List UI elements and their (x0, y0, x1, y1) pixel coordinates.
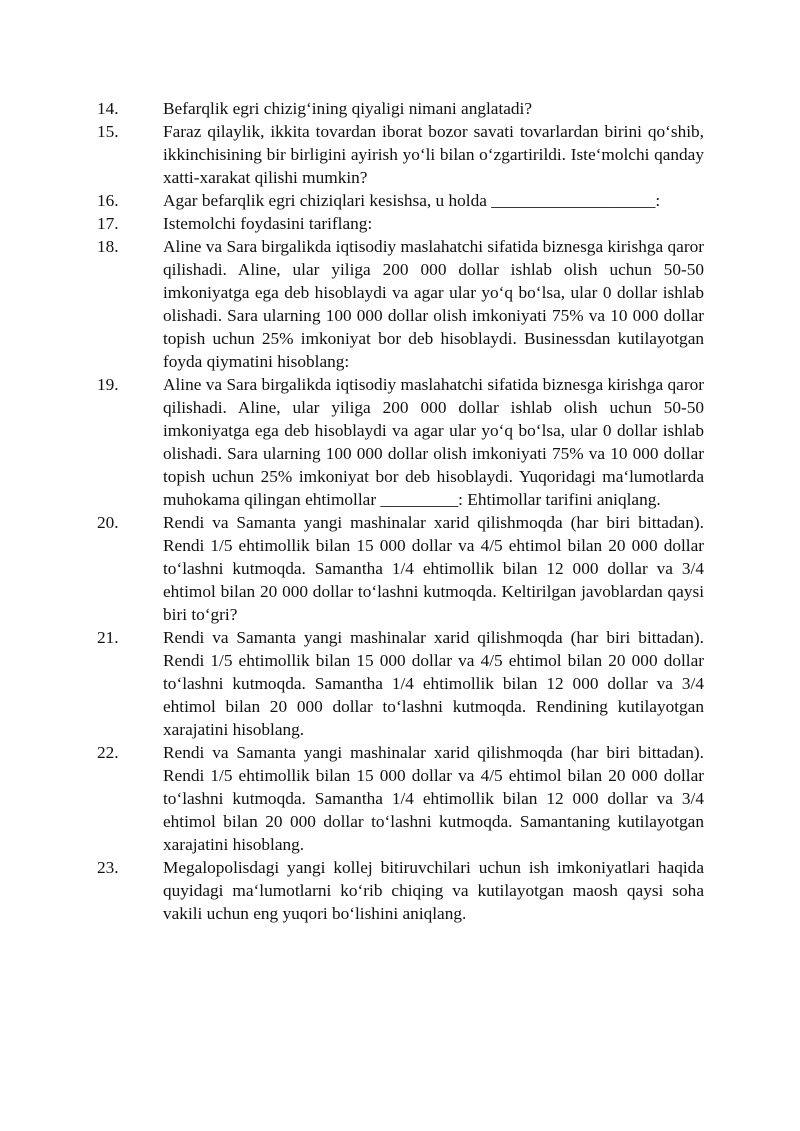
question-item (97, 235, 704, 373)
question-number: 20. (97, 513, 119, 532)
question-number: 21. (97, 628, 119, 647)
question-text: Megalopolisdagi yangi kollej bitiruvchilari uchun ish imkoniyatlari haqida quyidagi ma‘lumotlarni ko‘rib chiqing va kutilayotgan maosh qaysi soha vakili uchun eng yuqori bo‘lishini aniqlang. (163, 858, 704, 923)
question-text: Aline va Sara birgalikda iqtisodiy maslahatchi sifatida biznesga kirishga qaror qilishadi. Aline, ular yiliga 200 000 dollar ishlab olish uchun 50-50 imkoniyatga ega deb hisoblaydi va agar ular yo‘q bo‘lsa, ular 0 dollar ishlab olishadi. Sara ularning 100 000 dollar olish imkoniyati 75% va 10 000 dollar topish uchun 25% imkoniyat bor deb hisoblaydi. Yuqoridagi ma‘lumotlarda muhokama qilingan ehtimollar _________: Ehtimollar tarifini aniqlang. (163, 375, 704, 509)
question-item (97, 97, 704, 120)
question-list (97, 97, 704, 925)
question-number: 18. (97, 237, 119, 256)
question-number: 14. (97, 99, 119, 118)
question-text: Agar befarqlik egri chiziqlari kesishsa, u holda ___________________: (163, 191, 661, 210)
question-number: 19. (97, 375, 119, 394)
question-text: Aline va Sara birgalikda iqtisodiy maslahatchi sifatida biznesga kirishga qaror qilishadi. Aline, ular yiliga 200 000 dollar ishlab olish uchun 50-50 imkoniyatga ega deb hisoblaydi va agar ular yo‘q bo‘lsa, ular 0 dollar ishlab olishadi. Sara ularning 100 000 dollar olish imkoniyati 75% va 10 000 dollar topish uchun 25% imkoniyat bor deb hisoblaydi. Businessdan kutilayotgan foyda qiymatini hisoblang: (163, 237, 704, 371)
question-text: Rendi va Samanta yangi mashinalar xarid qilishmoqda (har biri bittadan). Rendi 1/5 ehtimollik bilan 15 000 dollar va 4/5 ehtimol bilan 20 000 dollar to‘lashni kutmoqda. Samantha 1/4 ehtimollik bilan 12 000 dollar va 3/4 ehtimol bilan 20 000 dollar to‘lashni kutmoqda. Samantaning kutilayotgan xarajatini hisoblang. (163, 743, 704, 854)
question-item (97, 856, 704, 925)
question-text: Istemolchi foydasini tariflang: (163, 214, 373, 233)
question-item (97, 189, 704, 212)
question-item (97, 373, 704, 511)
question-number: 23. (97, 858, 119, 877)
question-item (97, 741, 704, 856)
question-text: Rendi va Samanta yangi mashinalar xarid qilishmoqda (har biri bittadan). Rendi 1/5 ehtimollik bilan 15 000 dollar va 4/5 ehtimol bilan 20 000 dollar to‘lashni kutmoqda. Samantha 1/4 ehtimollik bilan 12 000 dollar va 3/4 ehtimol bilan 20 000 dollar to‘lashni kutmoqda. Rendining kutilayotgan xarajatini hisoblang. (163, 628, 704, 739)
question-text: Faraz qilaylik, ikkita tovardan iborat bozor savati tovarlardan birini qo‘shib, ikkinchisining bir birligini ayirish yo‘li bilan o‘zgartirildi. Iste‘molchi qanday xatti-xarakat qilishi mumkin? (163, 122, 704, 187)
question-number: 15. (97, 122, 119, 141)
question-item (97, 120, 704, 189)
question-item (97, 212, 704, 235)
question-text: Rendi va Samanta yangi mashinalar xarid qilishmoqda (har biri bittadan). Rendi 1/5 ehtimollik bilan 15 000 dollar va 4/5 ehtimol bilan 20 000 dollar to‘lashni kutmoqda. Samantha 1/4 ehtimollik bilan 12 000 dollar va 3/4 ehtimol bilan 20 000 dollar to‘lashni kutmoqda. Keltirilgan javoblardan qaysi biri to‘gri? (163, 513, 704, 624)
question-number: 22. (97, 743, 119, 762)
question-number: 16. (97, 191, 119, 210)
question-item (97, 626, 704, 741)
question-item (97, 511, 704, 626)
question-number: 17. (97, 214, 119, 233)
question-text: Befarqlik egri chizig‘ining qiyaligi nimani anglatadi? (163, 99, 533, 118)
